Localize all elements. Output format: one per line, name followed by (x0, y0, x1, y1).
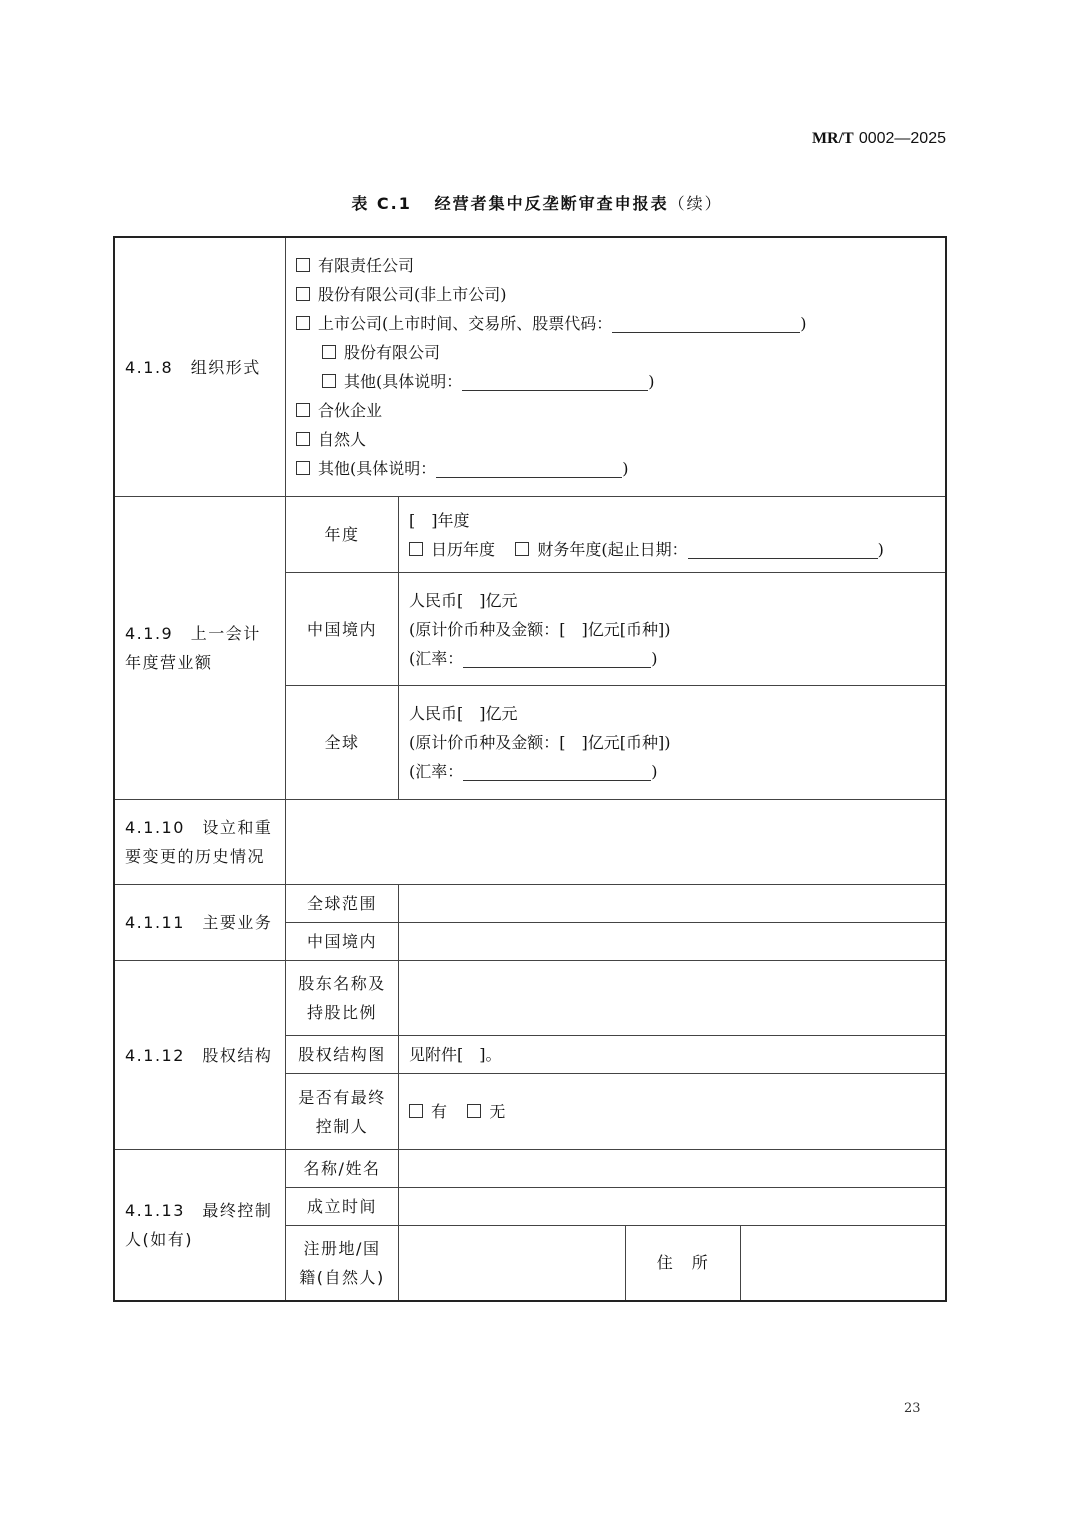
founded-label: 成立时间 (286, 1188, 399, 1226)
standard-number: 0002—2025 (858, 130, 946, 147)
china-business-field[interactable] (399, 923, 947, 961)
global-business-field[interactable] (399, 885, 947, 923)
option-joint-stock-unlisted[interactable]: 股份有限公司(非上市公司) (296, 280, 935, 309)
option-yes[interactable]: 有 (409, 1102, 447, 1121)
option-natural-person[interactable]: 自然人 (296, 425, 935, 454)
shareholders-field[interactable] (399, 961, 947, 1036)
section-label-4-1-10: 4.1.10 设立和重要变更的历史情况 (114, 800, 286, 885)
option-other[interactable]: 其他(具体说明： ) (296, 454, 935, 483)
rmb-field[interactable]: 人民币[ ]亿元 (409, 704, 518, 723)
standard-prefix: MR/T (811, 130, 854, 147)
checkbox[interactable] (409, 1104, 423, 1118)
standard-code (812, 128, 946, 148)
checkbox[interactable] (467, 1104, 481, 1118)
org-form-options (286, 237, 947, 497)
registration-field[interactable] (399, 1226, 626, 1301)
checkbox[interactable] (322, 374, 336, 388)
option-listed-other[interactable]: 其他(具体说明： ) (296, 367, 935, 396)
global-scope-label: 全球范围 (286, 885, 399, 923)
equity-chart-field[interactable]: 见附件[ ]。 (399, 1036, 947, 1074)
name-label: 名称/姓名 (286, 1150, 399, 1188)
china-label: 中国境内 (286, 573, 399, 686)
section-label-4-1-9: 4.1.9 上一会计年度营业额 (114, 497, 286, 800)
declaration-form-table (113, 236, 947, 1302)
year-options (399, 497, 947, 573)
history-field[interactable] (286, 800, 947, 885)
address-label: 住 所 (626, 1226, 741, 1301)
section-label-4-1-11: 4.1.11 主要业务 (114, 885, 286, 961)
option-listed-company[interactable]: 上市公司(上市时间、交易所、股票代码： ) (296, 309, 935, 338)
section-label-4-1-8: 4.1.8 组织形式 (114, 237, 286, 497)
checkbox[interactable] (322, 345, 336, 359)
option-listed-joint-stock[interactable]: 股份有限公司 (296, 338, 935, 367)
controller-question-label: 是否有最终控制人 (286, 1074, 399, 1150)
registration-label: 注册地/国籍(自然人) (286, 1226, 399, 1301)
equity-chart-label: 股权结构图 (286, 1036, 399, 1074)
name-field[interactable] (399, 1150, 947, 1188)
caption-continued: （续） (668, 194, 723, 213)
other-explain-blank[interactable] (436, 459, 622, 478)
address-field[interactable] (741, 1226, 947, 1301)
fiscal-dates-blank[interactable] (688, 540, 878, 559)
section-label-4-1-12: 4.1.12 股权结构 (114, 961, 286, 1150)
year-field[interactable]: [ ]年度 (409, 510, 470, 530)
year-label: 年度 (286, 497, 399, 573)
caption-label: 表 C.1 (351, 194, 412, 213)
controller-options (399, 1074, 947, 1150)
option-llc[interactable]: 有限责任公司 (296, 251, 935, 280)
original-currency-field[interactable]: (原计价币种及金额：[ ]亿元[币种]) (409, 619, 671, 639)
table-caption (0, 191, 1074, 214)
original-currency-field[interactable]: (原计价币种及金额：[ ]亿元[币种]) (409, 733, 671, 752)
shareholders-label: 股东名称及持股比例 (286, 961, 399, 1036)
option-no[interactable]: 无 (467, 1102, 505, 1121)
checkbox[interactable] (296, 403, 310, 417)
checkbox[interactable] (296, 287, 310, 301)
checkbox[interactable] (515, 542, 529, 556)
checkbox[interactable] (296, 432, 310, 446)
global-turnover: 人民币[ ]亿元 (原计价币种及金额：[ ]亿元[币种]) (汇率： ) (399, 686, 947, 800)
caption-title: 经营者集中反垄断审查申报表 (434, 194, 669, 213)
exchange-rate-blank[interactable] (463, 762, 651, 781)
option-fiscal-year[interactable]: 财务年度(起止日期： ) (515, 540, 884, 559)
rmb-field[interactable]: 人民币[ ]亿元 (409, 590, 518, 610)
china-scope-label: 中国境内 (286, 923, 399, 961)
checkbox[interactable] (296, 316, 310, 330)
exchange-rate-blank[interactable] (463, 649, 651, 668)
option-calendar-year[interactable]: 日历年度 (409, 540, 495, 559)
founded-field[interactable] (399, 1188, 947, 1226)
china-turnover: 人民币[ ]亿元 (原计价币种及金额：[ ]亿元[币种]) (汇率： ) (399, 573, 947, 686)
page-number: 23 (904, 1401, 921, 1416)
global-label: 全球 (286, 686, 399, 800)
option-partnership[interactable]: 合伙企业 (296, 396, 935, 425)
section-label-4-1-13: 4.1.13 最终控制人(如有) (114, 1150, 286, 1301)
other-explain-blank[interactable] (462, 372, 648, 391)
checkbox[interactable] (296, 461, 310, 475)
checkbox[interactable] (296, 258, 310, 272)
checkbox[interactable] (409, 542, 423, 556)
listing-info-blank[interactable] (612, 314, 800, 333)
